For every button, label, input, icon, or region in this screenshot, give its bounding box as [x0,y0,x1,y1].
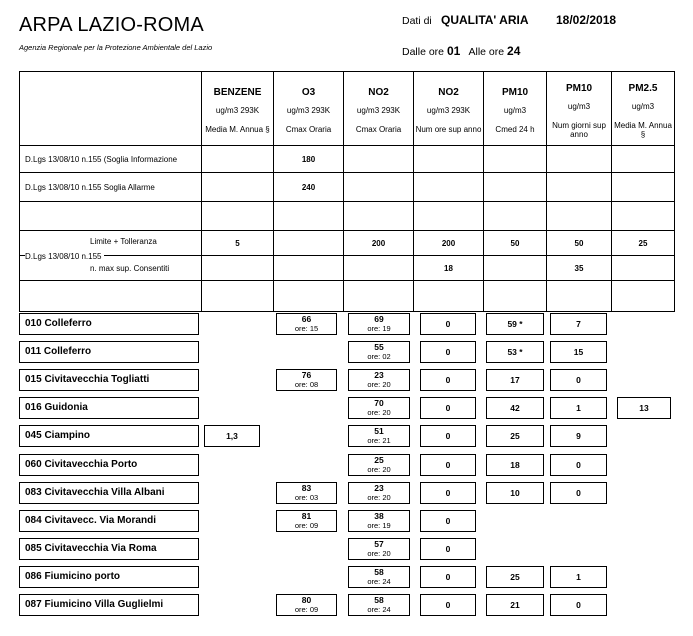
station-value-pm10-sup [550,454,607,476]
value-text: 57 [374,539,384,549]
station-value-no2 [348,594,410,616]
station-value-pm10 [486,594,544,616]
station-value-no2 [348,425,410,447]
value-text: 13 [639,402,649,413]
station-value-o3 [276,313,337,335]
station-value-no2 [348,369,410,391]
blank-row [20,202,675,231]
station-value-no2-sup [420,482,476,504]
header-row [20,72,675,146]
value-text: 0 [576,459,581,470]
dati-label: Dati di [402,15,432,27]
station-value-no2-sup [420,538,476,560]
hour-text: ore: 03 [294,493,319,502]
value-text: 70 [374,398,384,408]
header-blank [20,72,202,146]
value-text: 80 [301,595,312,605]
station-value-no2-sup [420,566,476,588]
value-text: 23 [374,370,384,380]
value-text: 0 [445,599,451,610]
hour-text: ore: 02 [367,352,391,361]
station-value-no2-sup [420,369,476,391]
value-text: 76 [301,370,312,380]
station-value-no2 [348,454,410,476]
value-text: 25 [510,430,520,441]
limite-label: Limite + Tolleranza [90,237,157,246]
station-value-pm10 [486,341,544,363]
hour-text: ore: 20 [367,380,391,389]
station-value-no2-sup [420,341,476,363]
hour-text: ore: 20 [367,465,391,474]
col-header: PM10 ug/m3 Num giorni sup anno [547,72,612,146]
value-text: 23 [374,483,384,493]
thresholds-table [19,71,675,312]
value-text: 0 [445,571,451,582]
hour-text: ore: 20 [367,549,391,558]
nmax-label: n. max sup. Consentiti [20,256,202,281]
station-value-o3 [276,482,337,504]
station-value-pm10 [486,566,544,588]
value-text: 0 [445,346,451,357]
col-header: O3 ug/m3 293K Cmax Oraria [274,72,344,146]
value-text: 0 [445,318,451,329]
col-header: NO2 ug/m3 293K Cmax Oraria [344,72,414,146]
hour-text: ore: 09 [294,521,319,530]
value-text: 17 [510,374,520,385]
alle-value: 24 [507,44,521,58]
station-name: 084 Civitavecc. Via Morandi [19,510,199,532]
station-value-no2-sup [420,510,476,532]
station-name: 087 Fiumicino Villa Guglielmi [19,594,199,616]
station-value-pm10-sup [550,594,607,616]
station-value-no2 [348,510,410,532]
value-text: 55 [374,342,384,352]
station-name: 045 Ciampino [19,425,199,447]
value-text: 0 [445,374,451,385]
value-text: 51 [374,426,384,436]
value-text: 0 [576,374,581,385]
station-name: 086 Fiumicino porto [19,566,199,588]
value-text: 25 [374,455,384,465]
station-value-pm10-sup [550,397,607,419]
value-text: 58 [374,567,384,577]
hour-text: ore: 09 [294,605,319,614]
station-name: 060 Civitavecchia Porto [19,454,199,476]
station-name: 011 Colleferro [19,341,199,363]
station-value-no2 [348,313,410,335]
station-value-no2-sup [420,454,476,476]
value-text: 59 * [507,318,523,329]
value-text: 0 [445,402,451,413]
station-name: 010 Colleferro [19,313,199,335]
value-text: 53 * [507,346,523,357]
dalle-value: 01 [446,44,461,58]
value-text: 81 [301,511,312,521]
station-value-benzene [204,425,260,447]
hour-text: ore: 19 [367,324,391,333]
station-value-pm10-sup [550,425,607,447]
info-threshold-row: D.Lgs 13/08/10 n.155 (Soglia Informazione 180 [20,146,675,173]
dlgs-label: D.Lgs 13/08/10 n.155 [25,252,102,261]
value-text: 25 [510,571,520,582]
report-date: 18/02/2018 [556,13,617,27]
hour-text: ore: 24 [367,577,391,586]
station-value-no2-sup [420,313,476,335]
limite-row: Limite + Tolleranza D.Lgs 13/08/10 n.155 5 200 200 50 50 25 [20,231,675,256]
station-value-pm10-sup [550,313,607,335]
value-text: 38 [374,511,384,521]
station-value-pm10 [486,369,544,391]
value-text: 0 [445,430,451,441]
station-value-pm10-sup [550,341,607,363]
value-text: 0 [445,543,451,554]
station-value-no2 [348,341,410,363]
station-value-pm10 [486,482,544,504]
hour-text: ore: 19 [367,521,391,530]
alarm-threshold-label: D.Lgs 13/08/10 n.155 Soglia Allarme [20,173,202,202]
hour-text: ore: 20 [367,408,391,417]
value-text: 1,3 [226,430,238,441]
hour-text: ore: 20 [367,493,391,502]
station-name: 016 Guidonia [19,397,199,419]
col-header: PM2.5 ug/m3 Media M. Annua § [612,72,675,146]
blank-row [20,281,675,312]
station-value-pm10-sup [550,369,607,391]
page-title: ARPA LAZIO-ROMA [19,14,204,36]
value-text: 21 [510,599,520,610]
station-value-pm10 [486,397,544,419]
value-text: 1 [576,402,581,413]
hour-text: ore: 21 [367,436,391,445]
value-text: 0 [576,599,581,610]
hour-text: ore: 15 [294,324,319,333]
col-header: BENZENE ug/m3 293K Media M. Annua § [202,72,274,146]
station-value-o3 [276,510,337,532]
col-header: PM10 ug/m3 Cmed 24 h [484,72,547,146]
value-text: 0 [445,487,451,498]
station-value-no2 [348,566,410,588]
station-name: 015 Civitavecchia Togliatti [19,369,199,391]
hour-text: ore: 24 [367,605,391,614]
station-name: 083 Civitavecchia Villa Albani [19,482,199,504]
value-text: 83 [301,483,312,493]
station-value-no2 [348,538,410,560]
agency-subtitle: Agenzia Regionale per la Protezione Ambientale del Lazio [19,43,213,52]
value-text: 9 [576,430,581,441]
hour-text: ore: 08 [294,380,319,389]
nmax-row: n. max sup. Consentiti 18 35 [20,256,675,281]
station-value-o3 [276,369,337,391]
value-text: 69 [374,314,384,324]
station-value-pm10-sup [550,566,607,588]
alarm-threshold-row: D.Lgs 13/08/10 n.155 Soglia Allarme 240 [20,173,675,202]
value-text: 10 [510,487,520,498]
station-value-no2 [348,482,410,504]
station-value-no2-sup [420,594,476,616]
station-value-pm10 [486,313,544,335]
info-threshold-label: D.Lgs 13/08/10 n.155 (Soglia Informazione [20,146,202,173]
station-value-o3 [276,594,337,616]
station-value-no2-sup [420,425,476,447]
dalle-label: Dalle ore [402,46,445,58]
time-range [402,44,520,58]
value-text: 7 [576,318,581,329]
station-value-pm10-sup [550,482,607,504]
alle-label: Alle ore [468,46,505,58]
station-name: 085 Civitavecchia Via Roma [19,538,199,560]
dati-value: QUALITA' ARIA [441,13,529,27]
station-value-pm10 [486,425,544,447]
value-text: 66 [301,314,312,324]
limite-label-cell [20,231,202,261]
value-text: 42 [510,402,520,413]
value-text: 0 [445,459,451,470]
station-value-no2-sup [420,397,476,419]
station-value-pm10 [486,454,544,476]
value-text: 0 [445,515,451,526]
station-value-no2 [348,397,410,419]
value-text: 1 [576,571,581,582]
value-text: 58 [374,595,384,605]
value-text: 15 [573,346,584,357]
col-header: NO2 ug/m3 293K Num ore sup anno [414,72,484,146]
value-text: 0 [576,487,581,498]
value-text: 18 [510,459,520,470]
station-value-pm25 [617,397,671,419]
